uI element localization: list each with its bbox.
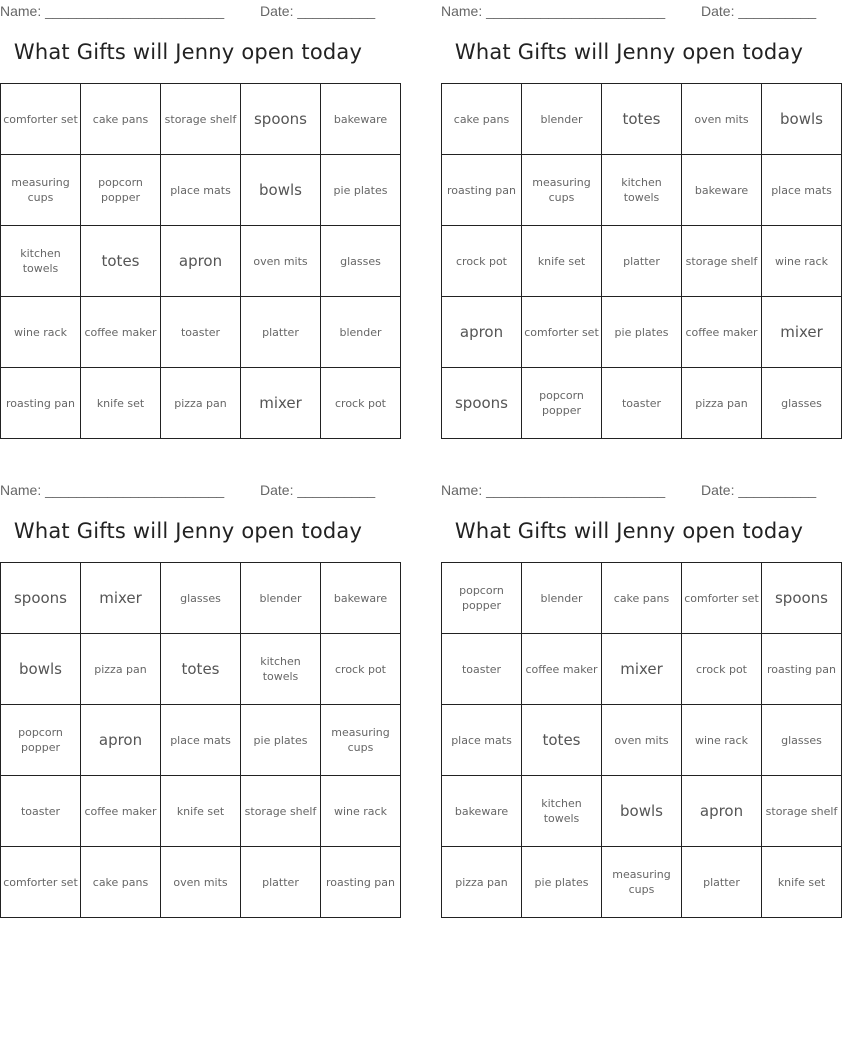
- bingo-card-2: [441, 0, 832, 417]
- bingo-cell: apron: [682, 776, 762, 847]
- bingo-cell: cake pans: [442, 84, 522, 155]
- card-title: What Gifts will Jenny open today: [13, 519, 363, 543]
- bingo-cell: measuring cups: [602, 847, 682, 918]
- bingo-cell: kitchen towels: [522, 776, 602, 847]
- bingo-cell: pizza pan: [442, 847, 522, 918]
- bingo-cell: bowls: [602, 776, 682, 847]
- bingo-cell: knife set: [81, 368, 161, 439]
- date-field-label: Date: __________: [701, 482, 817, 498]
- bingo-cell: comforter set: [1, 84, 81, 155]
- bingo-cell: mixer: [602, 634, 682, 705]
- bingo-cell: bowls: [762, 84, 842, 155]
- bingo-cell: coffee maker: [81, 776, 161, 847]
- bingo-row: [442, 634, 842, 705]
- bingo-cell: place mats: [442, 705, 522, 776]
- bingo-row: [1, 563, 401, 634]
- bingo-grid: [441, 562, 842, 918]
- bingo-cell: mixer: [762, 297, 842, 368]
- bingo-row: [1, 705, 401, 776]
- bingo-cell: crock pot: [321, 634, 401, 705]
- bingo-cell: glasses: [762, 705, 842, 776]
- bingo-cell: spoons: [442, 368, 522, 439]
- bingo-cell: pie plates: [522, 847, 602, 918]
- bingo-cell: measuring cups: [522, 155, 602, 226]
- bingo-row: [1, 84, 401, 155]
- name-date-line: [441, 0, 817, 22]
- bingo-cell: bowls: [241, 155, 321, 226]
- bingo-cell: pizza pan: [81, 634, 161, 705]
- bingo-cell: bakeware: [442, 776, 522, 847]
- bingo-cell: knife set: [161, 776, 241, 847]
- bingo-cell: cake pans: [81, 84, 161, 155]
- bingo-cell: storage shelf: [241, 776, 321, 847]
- bingo-cell: measuring cups: [321, 705, 401, 776]
- date-field-label: Date: __________: [701, 3, 817, 19]
- bingo-cell: wine rack: [321, 776, 401, 847]
- bingo-cell: knife set: [762, 847, 842, 918]
- bingo-cell: storage shelf: [161, 84, 241, 155]
- bingo-cell: blender: [522, 84, 602, 155]
- bingo-cell: oven mits: [241, 226, 321, 297]
- bingo-cell: knife set: [522, 226, 602, 297]
- bingo-cell: glasses: [762, 368, 842, 439]
- bingo-cell: crock pot: [682, 634, 762, 705]
- bingo-cell: apron: [81, 705, 161, 776]
- bingo-cell: platter: [241, 297, 321, 368]
- card-title: What Gifts will Jenny open today: [13, 40, 363, 64]
- card-title: What Gifts will Jenny open today: [454, 519, 804, 543]
- name-field-label: Name: _______________________: [0, 482, 225, 498]
- bingo-cell: coffee maker: [682, 297, 762, 368]
- bingo-cell: wine rack: [1, 297, 81, 368]
- bingo-cell: coffee maker: [81, 297, 161, 368]
- bingo-row: [442, 297, 842, 368]
- bingo-cell: toaster: [161, 297, 241, 368]
- bingo-cell: apron: [442, 297, 522, 368]
- bingo-cell: oven mits: [682, 84, 762, 155]
- bingo-cell: glasses: [321, 226, 401, 297]
- bingo-grid: [0, 562, 401, 918]
- bingo-cell: roasting pan: [1, 368, 81, 439]
- bingo-cell: toaster: [442, 634, 522, 705]
- bingo-cell: kitchen towels: [1, 226, 81, 297]
- bingo-cell: comforter set: [682, 563, 762, 634]
- bingo-cell: place mats: [161, 155, 241, 226]
- bingo-cell: bakeware: [321, 563, 401, 634]
- name-date-line: [0, 0, 376, 22]
- bingo-cell: mixer: [81, 563, 161, 634]
- bingo-cell: spoons: [762, 563, 842, 634]
- bingo-cell: roasting pan: [321, 847, 401, 918]
- bingo-cell: roasting pan: [442, 155, 522, 226]
- bingo-cell: roasting pan: [762, 634, 842, 705]
- bingo-cell: blender: [321, 297, 401, 368]
- bingo-row: [442, 368, 842, 439]
- bingo-cell: storage shelf: [762, 776, 842, 847]
- bingo-row: [1, 776, 401, 847]
- bingo-row: [442, 776, 842, 847]
- bingo-cell: coffee maker: [522, 634, 602, 705]
- bingo-cell: wine rack: [762, 226, 842, 297]
- bingo-row: [1, 297, 401, 368]
- bingo-cell: place mats: [161, 705, 241, 776]
- bingo-row: [442, 226, 842, 297]
- name-field-label: Name: _______________________: [441, 482, 666, 498]
- bingo-cell: crock pot: [442, 226, 522, 297]
- bingo-cell: popcorn popper: [1, 705, 81, 776]
- bingo-row: [1, 368, 401, 439]
- bingo-cell: totes: [81, 226, 161, 297]
- bingo-row: [1, 155, 401, 226]
- bingo-cell: popcorn popper: [81, 155, 161, 226]
- bingo-cell: crock pot: [321, 368, 401, 439]
- bingo-cell: pizza pan: [161, 368, 241, 439]
- bingo-cell: toaster: [602, 368, 682, 439]
- bingo-cell: bakeware: [321, 84, 401, 155]
- bingo-grid: [0, 83, 401, 439]
- date-field-label: Date: __________: [260, 482, 376, 498]
- bingo-row: [1, 847, 401, 918]
- bingo-cell: totes: [602, 84, 682, 155]
- bingo-row: [442, 563, 842, 634]
- bingo-cell: spoons: [1, 563, 81, 634]
- bingo-cell: platter: [682, 847, 762, 918]
- bingo-cell: pizza pan: [682, 368, 762, 439]
- bingo-cell: totes: [161, 634, 241, 705]
- bingo-cell: platter: [602, 226, 682, 297]
- bingo-cell: pie plates: [602, 297, 682, 368]
- bingo-cell: measuring cups: [1, 155, 81, 226]
- bingo-grid: [441, 83, 842, 439]
- bingo-cell: popcorn popper: [522, 368, 602, 439]
- bingo-cell: blender: [522, 563, 602, 634]
- bingo-row: [1, 634, 401, 705]
- name-date-line: [441, 479, 817, 501]
- name-field-label: Name: _______________________: [441, 3, 666, 19]
- bingo-cell: mixer: [241, 368, 321, 439]
- bingo-cell: place mats: [762, 155, 842, 226]
- name-field-label: Name: _______________________: [0, 3, 225, 19]
- bingo-cell: glasses: [161, 563, 241, 634]
- bingo-cell: pie plates: [321, 155, 401, 226]
- bingo-cell: spoons: [241, 84, 321, 155]
- bingo-cell: oven mits: [602, 705, 682, 776]
- bingo-cell: totes: [522, 705, 602, 776]
- bingo-cell: pie plates: [241, 705, 321, 776]
- bingo-cell: bakeware: [682, 155, 762, 226]
- bingo-card-3: [0, 479, 395, 889]
- bingo-cell: cake pans: [81, 847, 161, 918]
- bingo-cell: wine rack: [682, 705, 762, 776]
- name-date-line: [0, 479, 376, 501]
- bingo-row: [442, 847, 842, 918]
- bingo-cell: comforter set: [1, 847, 81, 918]
- bingo-cell: comforter set: [522, 297, 602, 368]
- bingo-row: [442, 84, 842, 155]
- bingo-row: [1, 226, 401, 297]
- bingo-cell: storage shelf: [682, 226, 762, 297]
- bingo-cell: popcorn popper: [442, 563, 522, 634]
- bingo-cell: kitchen towels: [241, 634, 321, 705]
- bingo-row: [442, 705, 842, 776]
- bingo-cell: platter: [241, 847, 321, 918]
- bingo-cell: blender: [241, 563, 321, 634]
- bingo-cell: apron: [161, 226, 241, 297]
- bingo-cell: oven mits: [161, 847, 241, 918]
- bingo-card-1: [0, 0, 388, 412]
- bingo-cell: cake pans: [602, 563, 682, 634]
- card-title: What Gifts will Jenny open today: [454, 40, 804, 64]
- bingo-row: [442, 155, 842, 226]
- bingo-cell: toaster: [1, 776, 81, 847]
- bingo-cell: kitchen towels: [602, 155, 682, 226]
- bingo-card-4: [441, 479, 838, 896]
- date-field-label: Date: __________: [260, 3, 376, 19]
- bingo-cell: bowls: [1, 634, 81, 705]
